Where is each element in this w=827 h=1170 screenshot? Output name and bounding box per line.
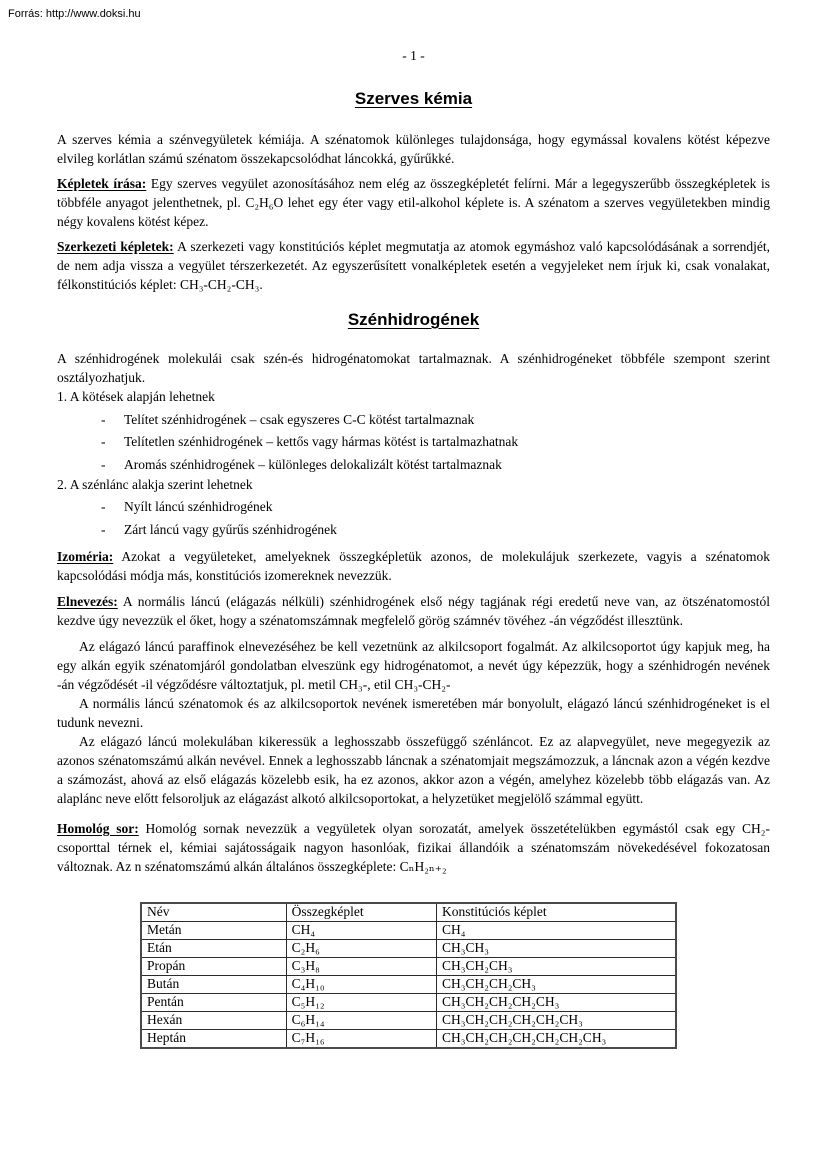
paragraph-alkilcsoport: Az elágazó láncú paraffinok elnevezéséhez be kell vezetnünk az alkilcsoport fogalmát. Az alkilcsoportot úgy kapjuk meg, ha egy alkán egyik szénatomjáról gondolatban elveszünk egy hidrogénatomot, a nevét úgy képezzük, hogy a szénhidrogén nevének -án végződését -il végződésre változtatjuk, pl. metil CH₃-, etil CH₃-CH₂- — [57, 638, 770, 692]
table-header-konstitucios: Konstitúciós képlet — [437, 903, 676, 922]
cell-name: Bután — [141, 975, 286, 993]
paragraph-text: A szerkezeti vagy konstitúciós képlet megmutatja az atomok egymáshoz való kapcsolódásának a sorrendjét, de nem adja vissza a vegyület térszerkezetét. Az egyszerűsített vonalképletek esetén a vegyjeleket nem írjuk ki, csak vonalakat, félkonstitúciós képlet: CH₃-CH₂-CH₃. — [57, 239, 770, 292]
table-row — [141, 939, 676, 957]
list-item — [101, 410, 770, 429]
dash-bullet: - — [101, 411, 106, 427]
paragraph-intro: A szerves kémia a szénvegyületek kémiája. A szénatomok különleges tulajdonsága, hogy egymással kovalens kötést képezve elvileg korlátlan számú szénatom összekapcsolódhat láncokká, gyűrűkké. — [57, 132, 770, 166]
cell-name: Etán — [141, 939, 286, 957]
page-number: - 1 - — [402, 48, 425, 63]
paragraph-text: Azokat a vegyületeket, amelyeknek összegképletük azonos, de molekulájuk szerkezete, vagyis a szénatomok kapcsolódási módja más, konstitúciós izomereknek nevezzük. — [57, 548, 771, 583]
cell-constitution-formula: CH₃CH₂CH₂CH₃ — [437, 975, 676, 993]
cell-molecular-formula: CH₄ — [286, 921, 436, 939]
paragraph-text: Homológ sornak nevezzük a vegyületek olyan sorozatát, amelyek összetételükben egymástól csak egy CH₂- csoporttal térnek el, kémiai sajátosságaik nagyon hasonlóak, fizikai állandóik a szénatomszám növekedésével fokozatosan változnak. Az n szénatomszámú alkán általános összegképlete: CₙH₂ₙ₊₂ — [57, 820, 770, 874]
cell-name: Pentán — [141, 993, 286, 1011]
list-item-text: Nyílt láncú szénhidrogének — [124, 499, 273, 514]
list-item — [101, 455, 770, 474]
table-row — [141, 993, 676, 1011]
list-item — [101, 520, 770, 539]
cell-constitution-formula: CH₃CH₂CH₃ — [437, 957, 676, 975]
cell-constitution-formula: CH₃CH₃ — [437, 939, 676, 957]
dash-bullet: - — [101, 456, 106, 472]
cell-constitution-formula: CH₃CH₂CH₂CH₂CH₂CH₃ — [437, 1011, 676, 1029]
list-item-text: Telítet szénhidrogének – csak egyszeres C-C kötést tartalmaznak — [124, 411, 475, 427]
dash-bullet: - — [101, 499, 106, 514]
cell-constitution-formula: CH₃CH₂CH₂CH₂CH₃ — [437, 993, 676, 1011]
table-row — [141, 1011, 676, 1029]
section-title-szenhidrogenek: Szénhidrogének — [347, 310, 480, 329]
table-row — [141, 975, 676, 993]
run-in-heading-izomeria: Izoméria: — [57, 548, 114, 564]
cell-molecular-formula: C₃H₈ — [286, 957, 436, 975]
list-item-text: Aromás szénhidrogének – különleges delokalizált kötést tartalmaznak — [124, 456, 502, 472]
paragraph-izomeria — [57, 547, 770, 585]
cell-molecular-formula: C₆H₁₄ — [286, 1011, 436, 1029]
list-item — [101, 497, 770, 516]
paragraph-elagazo-lancu: Az elágazó láncú molekulában kikeressük a leghosszabb összefüggő szénláncot. Ez az alapvegyület, neve megegyezik az azonos szénatomszámú alkán nevével. Ennek a leghosszabb láncnak a szénatomjait megszámozzuk, a láncnak azon a végén kezdve a számozást, ahová az első elágazás közelebb esik, ha ez azonos, akkor azon a végén, amelyhez közelebb több elágazás van. Az alaplánc neve előtt felsoroljuk az elágazást alkotó alkilcsoportokat, a helyzetüket megjelölő számmal együtt. — [57, 733, 770, 806]
paragraph-normalis-lancu: A normális láncú szénatomok és az alkilcsoportok nevének ismeretében már bonyolult, elágazó láncú szénhidrogéneket is el tudunk nevezni. — [57, 695, 770, 730]
cell-name: Hexán — [141, 1011, 286, 1029]
table-row — [141, 957, 676, 975]
paragraph-kepletek-irasa — [57, 174, 770, 231]
list-item-text: Telítetlen szénhidrogének – kettős vagy hármas kötést is tartalmazhatnak — [124, 434, 519, 449]
cell-name: Heptán — [141, 1029, 286, 1048]
table-row — [141, 1029, 676, 1048]
cell-molecular-formula: C₄H₁₀ — [286, 975, 436, 993]
paragraph-szenhidrogenek-intro: A szénhidrogének molekulái csak szén-és hidrogénatomokat tartalmaznak. A szénhidrogéneket többféle szempont szerint osztályozhatjuk. — [57, 351, 770, 385]
paragraph-text: Egy szerves vegyület azonosításához nem elég az összegképletét felírni. Már a legegyszerűbb összegképletek is többféle anyagot jelenthetnek, pl. C₂H₆O lehet egy éter vagy etil-alkohol képlete is. A szénatom a szerves vegyületekben mindig négy kovalens kötést képez. — [57, 176, 770, 229]
list-heading-szenlanc: 2. A szénlánc alakja szerint lehetnek — [57, 476, 253, 492]
chain-shape-list — [57, 497, 770, 539]
paragraph-szerkezeti-kepletek — [57, 237, 770, 294]
paragraph-text: A normális láncú (elágazás nélküli) szénhidrogének első négy tagjának régi eredetű neve van, az ötszénatomostól kezdve úgy nevezzük el őket, hogy a szénatomszámnak megfelelő görög számnév tövéhez -án végződést illesztünk. — [57, 593, 770, 628]
page-content — [0, 130, 827, 1049]
run-in-heading-homolog: Homológ sor: — [57, 820, 139, 836]
dash-bullet: - — [101, 521, 106, 537]
alkane-table — [140, 902, 677, 1049]
dash-bullet: - — [101, 434, 106, 449]
list-item-text: Zárt láncú vagy gyűrűs szénhidrogének — [124, 521, 337, 537]
run-in-heading-kepletek: Képletek írása: — [57, 176, 147, 191]
bond-type-list — [57, 410, 770, 474]
document-title: Szerves kémia — [354, 89, 473, 108]
run-in-heading-szerkezeti: Szerkezeti képletek: — [57, 239, 174, 254]
cell-molecular-formula: C₇H₁₆ — [286, 1029, 436, 1048]
paragraph-homolog-sor — [57, 819, 770, 876]
run-in-heading-elnevezes: Elnevezés: — [57, 593, 118, 609]
cell-constitution-formula: CH₃CH₂CH₂CH₂CH₂CH₂CH₃ — [437, 1029, 676, 1048]
table-header-osszegkeplet: Összegképlet — [286, 903, 436, 922]
paragraph-elnevezes — [57, 592, 770, 630]
table-header-row — [141, 903, 676, 922]
source-note: Forrás: http://www.doksi.hu — [8, 8, 141, 20]
table-header-nev: Név — [141, 903, 286, 922]
table-row — [141, 921, 676, 939]
list-heading-kotesek: 1. A kötések alapján lehetnek — [57, 389, 215, 404]
cell-constitution-formula: CH₄ — [437, 921, 676, 939]
list-item — [101, 432, 770, 451]
cell-molecular-formula: C₅H₁₂ — [286, 993, 436, 1011]
cell-molecular-formula: C₂H₆ — [286, 939, 436, 957]
cell-name: Metán — [141, 921, 286, 939]
cell-name: Propán — [141, 957, 286, 975]
